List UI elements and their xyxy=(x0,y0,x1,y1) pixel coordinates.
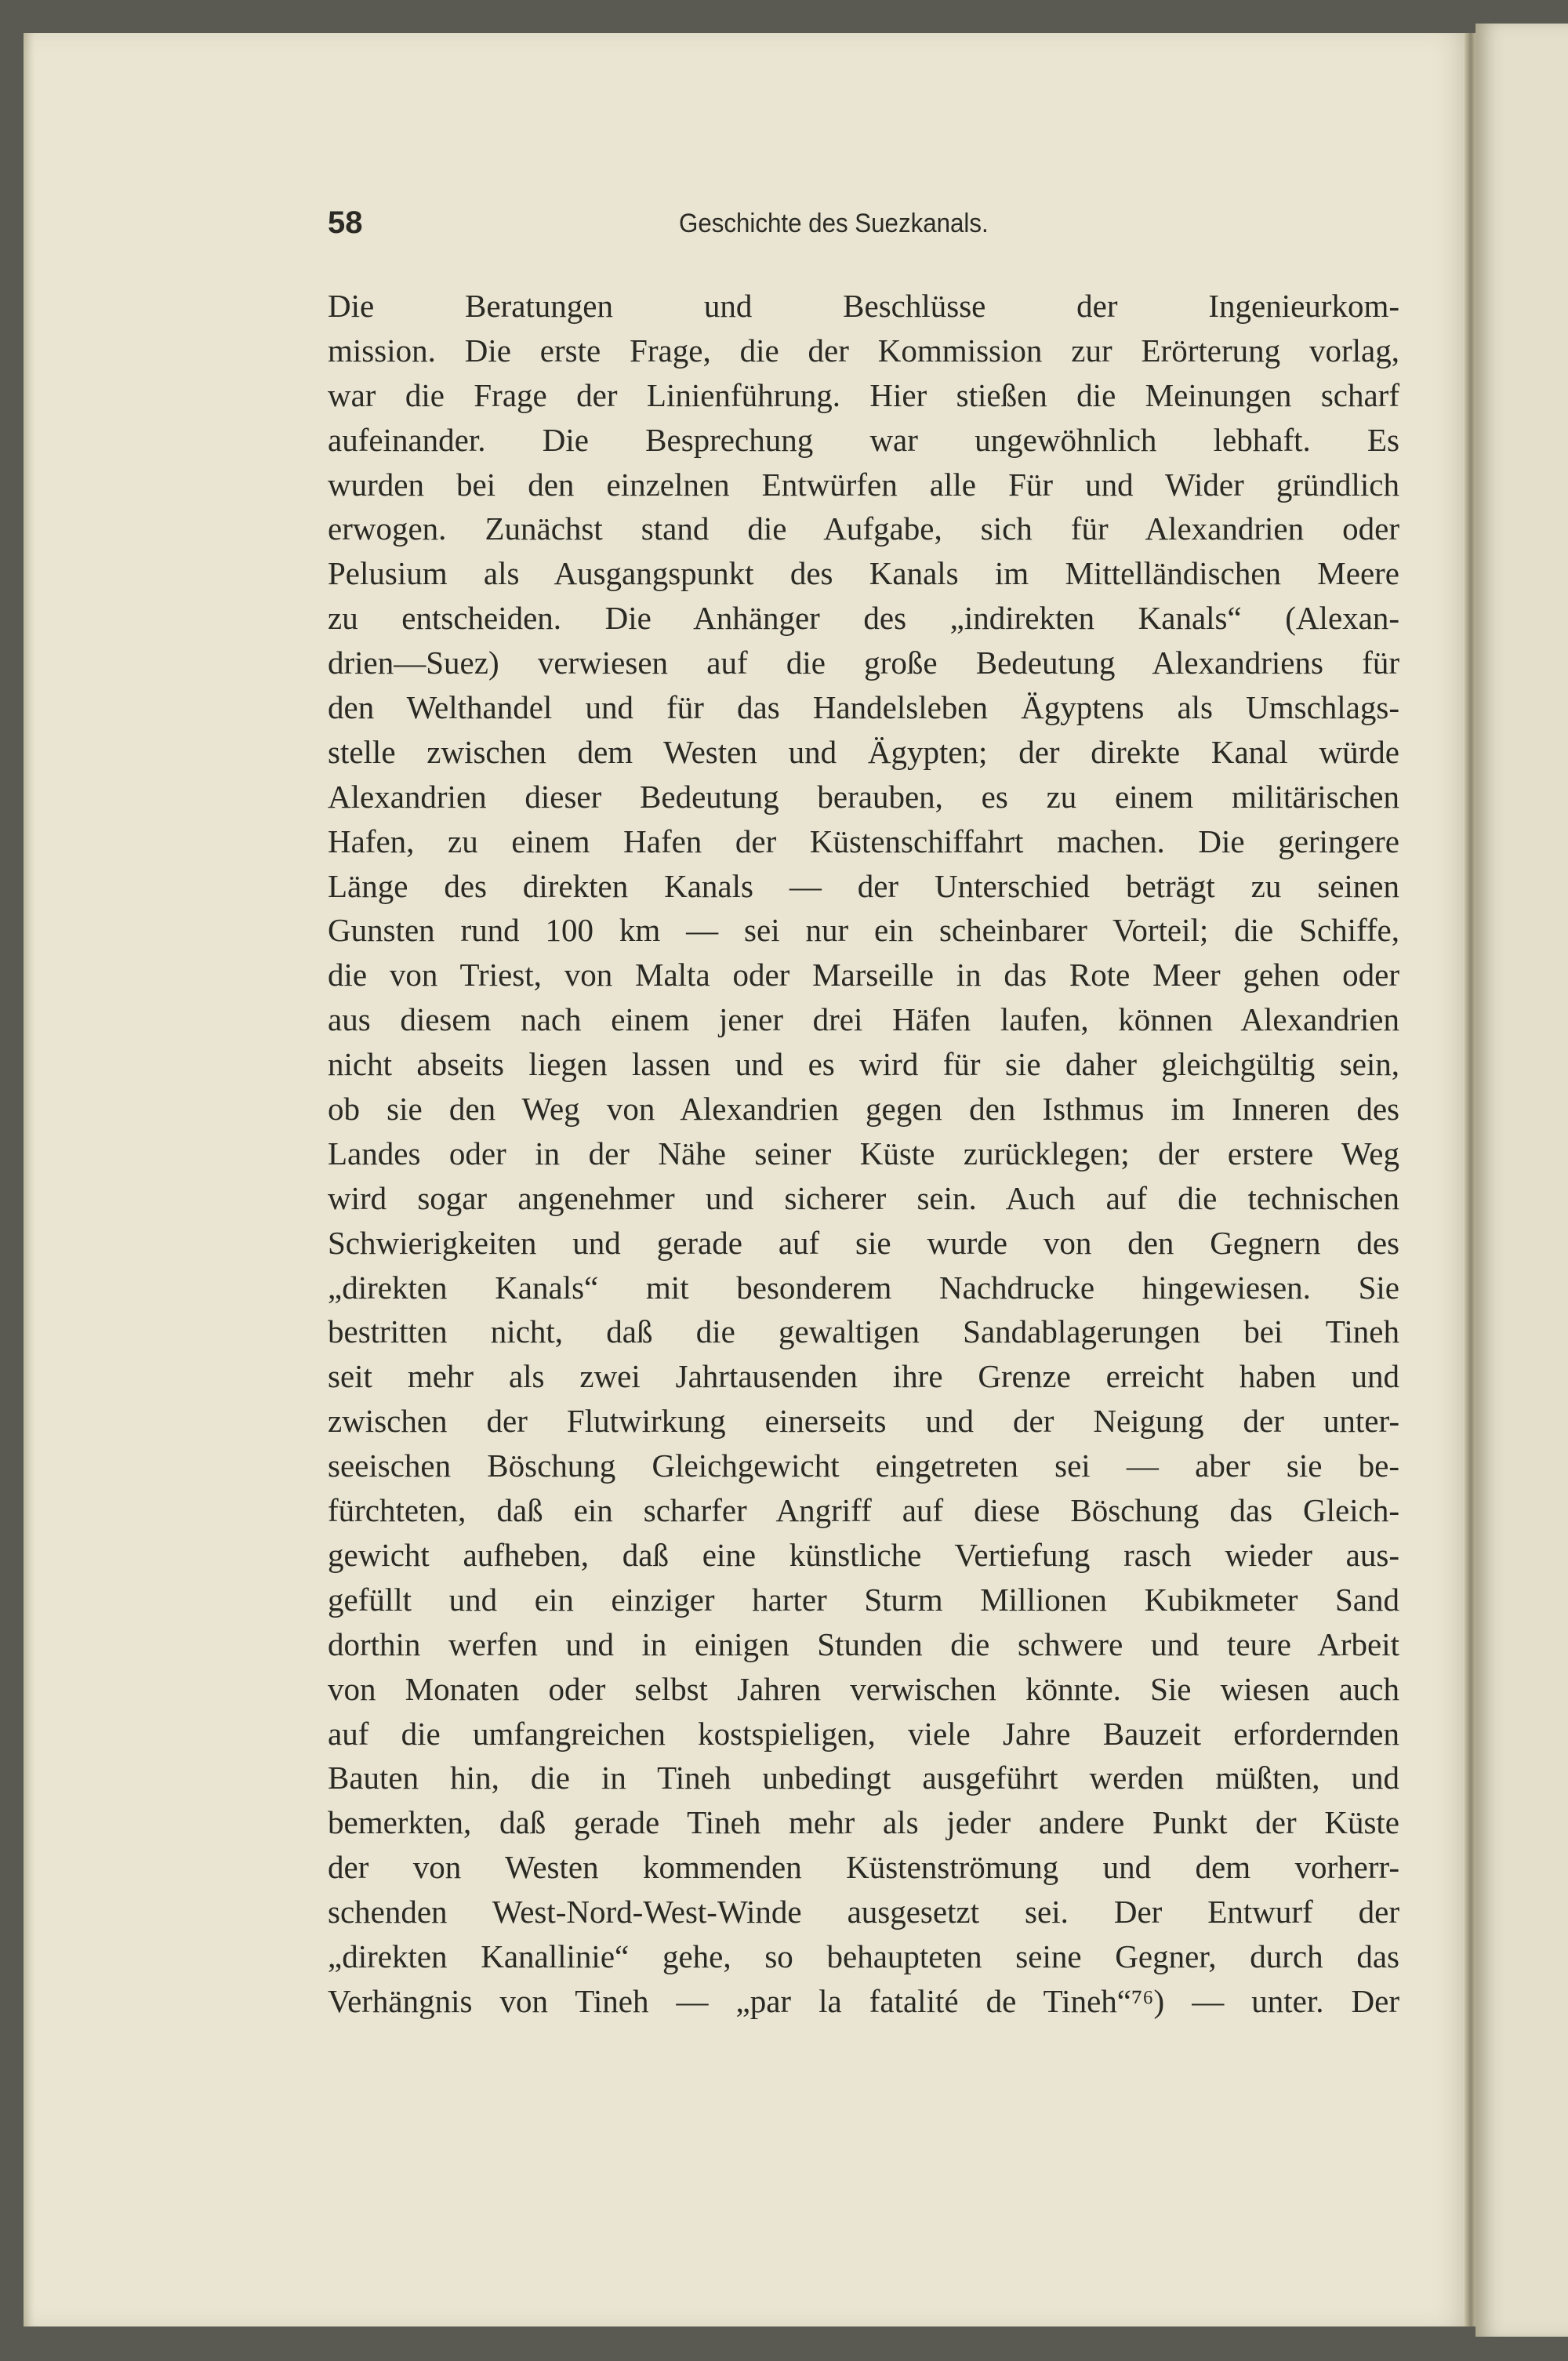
body-text xyxy=(328,284,1399,2024)
text-line-content: Die Beratungen und Beschlüsse der Ingenieurkom- xyxy=(328,288,1399,324)
text-line xyxy=(328,1399,1399,1444)
text-line xyxy=(328,463,1399,507)
text-line xyxy=(328,1712,1399,1756)
text-line xyxy=(328,1667,1399,1712)
text-line-content: erwogen. Zunächst stand die Aufgabe, sich für Alexandrien oder xyxy=(328,510,1399,547)
text-line xyxy=(328,819,1399,864)
text-line-content: dorthin werfen und in einigen Stunden die schwere und teure Arbeit xyxy=(328,1625,1399,1662)
text-line xyxy=(328,641,1399,685)
text-line xyxy=(328,1800,1399,1845)
text-line-content: Schwierigkeiten und gerade auf sie wurde von den Gegnern des xyxy=(328,1224,1399,1261)
text-line xyxy=(328,730,1399,775)
text-line-content: „direkten Kanals“ mit besonderem Nachdrucke hingewiesen. Sie xyxy=(328,1269,1399,1306)
text-line-content: Länge des direkten Kanals — der Unterschied beträgt zu seinen xyxy=(328,867,1399,904)
text-line xyxy=(328,507,1399,551)
text-line-content: seit mehr als zwei Jahrtausenden ihre Grenze erreicht haben und xyxy=(328,1358,1399,1395)
text-line xyxy=(328,1042,1399,1087)
text-line-content: wird sogar angenehmer und sicherer sein. Auch auf die technischen xyxy=(328,1179,1399,1216)
text-line-content: fürchteten, daß ein scharfer Angriff auf diese Böschung das Gleich- xyxy=(328,1492,1399,1529)
text-line xyxy=(328,1354,1399,1399)
text-line xyxy=(328,1221,1399,1266)
text-line xyxy=(328,1266,1399,1310)
text-line xyxy=(328,1578,1399,1622)
text-line xyxy=(328,284,1399,329)
page-number: 58 xyxy=(328,205,363,240)
text-line-content: zwischen der Flutwirkung einerseits und der Neigung der unter- xyxy=(328,1403,1399,1440)
text-line xyxy=(328,418,1399,463)
text-line xyxy=(328,685,1399,730)
text-line xyxy=(328,373,1399,418)
text-line xyxy=(328,1756,1399,1800)
text-line-content: auf die umfangreichen kostspieligen, viele Jahre Bauzeit erfordernden xyxy=(328,1715,1399,1752)
text-line-content: bestritten nicht, daß die gewaltigen Sandablagerungen bei Tineh xyxy=(328,1313,1399,1350)
text-line xyxy=(328,1131,1399,1176)
text-line xyxy=(328,1488,1399,1533)
text-line xyxy=(328,551,1399,596)
running-title: Geschichte des Suezkanals. xyxy=(679,209,989,238)
page-header xyxy=(328,205,1399,252)
text-line-content: drien—Suez) verwiesen auf die große Bedeutung Alexandriens für xyxy=(328,645,1399,681)
text-line xyxy=(328,1176,1399,1221)
text-line xyxy=(328,953,1399,997)
text-line-content: wurden bei den einzelnen Entwürfen alle Für und Wider gründlich xyxy=(328,466,1399,503)
text-line-content: Bauten hin, die in Tineh unbedingt ausgeführt werden müßten, und xyxy=(328,1760,1399,1796)
text-line-content: Hafen, zu einem Hafen der Küstenschiffahrt machen. Die geringere xyxy=(328,823,1399,859)
text-line-content: aufeinander. Die Besprechung war ungewöhnlich lebhaft. Es xyxy=(328,421,1399,458)
text-line-content: ob sie den Weg von Alexandrien gegen den Isthmus im Inneren des xyxy=(328,1091,1399,1128)
text-line-content: nicht abseits liegen lassen und es wird für sie daher gleichgültig sein, xyxy=(328,1046,1399,1083)
text-line xyxy=(328,1309,1399,1354)
text-line-content: seeischen Böschung Gleichgewicht eingetreten sei — aber sie be- xyxy=(328,1447,1399,1484)
text-line-content: Pelusium als Ausgangspunkt des Kanals im Mittelländischen Meere xyxy=(328,555,1399,592)
text-line xyxy=(328,775,1399,819)
text-line-content: „direkten Kanallinie“ gehe, so behaupteten seine Gegner, durch das xyxy=(328,1938,1399,1974)
text-line xyxy=(328,997,1399,1042)
text-line-content: aus diesem nach einem jener drei Häfen laufen, können Alexandrien xyxy=(328,1001,1399,1038)
text-line xyxy=(328,596,1399,641)
facing-page-edge xyxy=(1475,24,1568,2337)
text-line-content: gewicht aufheben, daß eine künstliche Vertiefung rasch wieder aus- xyxy=(328,1536,1399,1573)
text-line xyxy=(328,1890,1399,1934)
text-line xyxy=(328,1934,1399,1979)
text-line-content: den Welthandel und für das Handelsleben Ägyptens als Umschlags- xyxy=(328,689,1399,726)
text-line xyxy=(328,1533,1399,1578)
text-line-content: Alexandrien dieser Bedeutung berauben, es zu einem militärischen xyxy=(328,778,1399,815)
text-line-content: von Monaten oder selbst Jahren verwischen könnte. Sie wiesen auch xyxy=(328,1670,1399,1707)
text-line-content: zu entscheiden. Die Anhänger des „indirekten Kanals“ (Alexan- xyxy=(328,600,1399,637)
text-line-content: war die Frage der Linienführung. Hier stießen die Meinungen scharf xyxy=(328,376,1399,413)
text-line-content: bemerkten, daß gerade Tineh mehr als jeder andere Punkt der Küste xyxy=(328,1804,1399,1841)
text-line-content: schenden West-Nord-West-Winde ausgesetzt sei. Der Entwurf der xyxy=(328,1894,1399,1931)
text-line xyxy=(328,908,1399,953)
text-line-content: Verhängnis von Tineh — „par la fatalité de Tineh“⁷⁶) — unter. Der xyxy=(328,1982,1399,2019)
text-line xyxy=(328,1845,1399,1890)
text-line-content: stelle zwischen dem Westen und Ägypten; der direkte Kanal würde xyxy=(328,733,1399,770)
text-line-content: Landes oder in der Nähe seiner Küste zurücklegen; der erstere Weg xyxy=(328,1135,1399,1171)
text-line-content: mission. Die erste Frage, die der Kommission zur Erörterung vorlag, xyxy=(328,332,1399,369)
text-line xyxy=(328,1087,1399,1131)
text-line-content: gefüllt und ein einziger harter Sturm Millionen Kubikmeter Sand xyxy=(328,1581,1399,1618)
text-line-content: der von Westen kommenden Küstenströmung und dem vorherr- xyxy=(328,1849,1399,1886)
text-line xyxy=(328,1979,1399,2024)
text-line-content: Gunsten rund 100 km — sei nur ein scheinbarer Vorteil; die Schiffe, xyxy=(328,912,1399,949)
text-line-content: die von Triest, von Malta oder Marseille in das Rote Meer gehen oder xyxy=(328,957,1399,993)
text-line xyxy=(328,864,1399,909)
text-line xyxy=(328,1622,1399,1667)
text-line xyxy=(328,1444,1399,1488)
text-line xyxy=(328,329,1399,373)
